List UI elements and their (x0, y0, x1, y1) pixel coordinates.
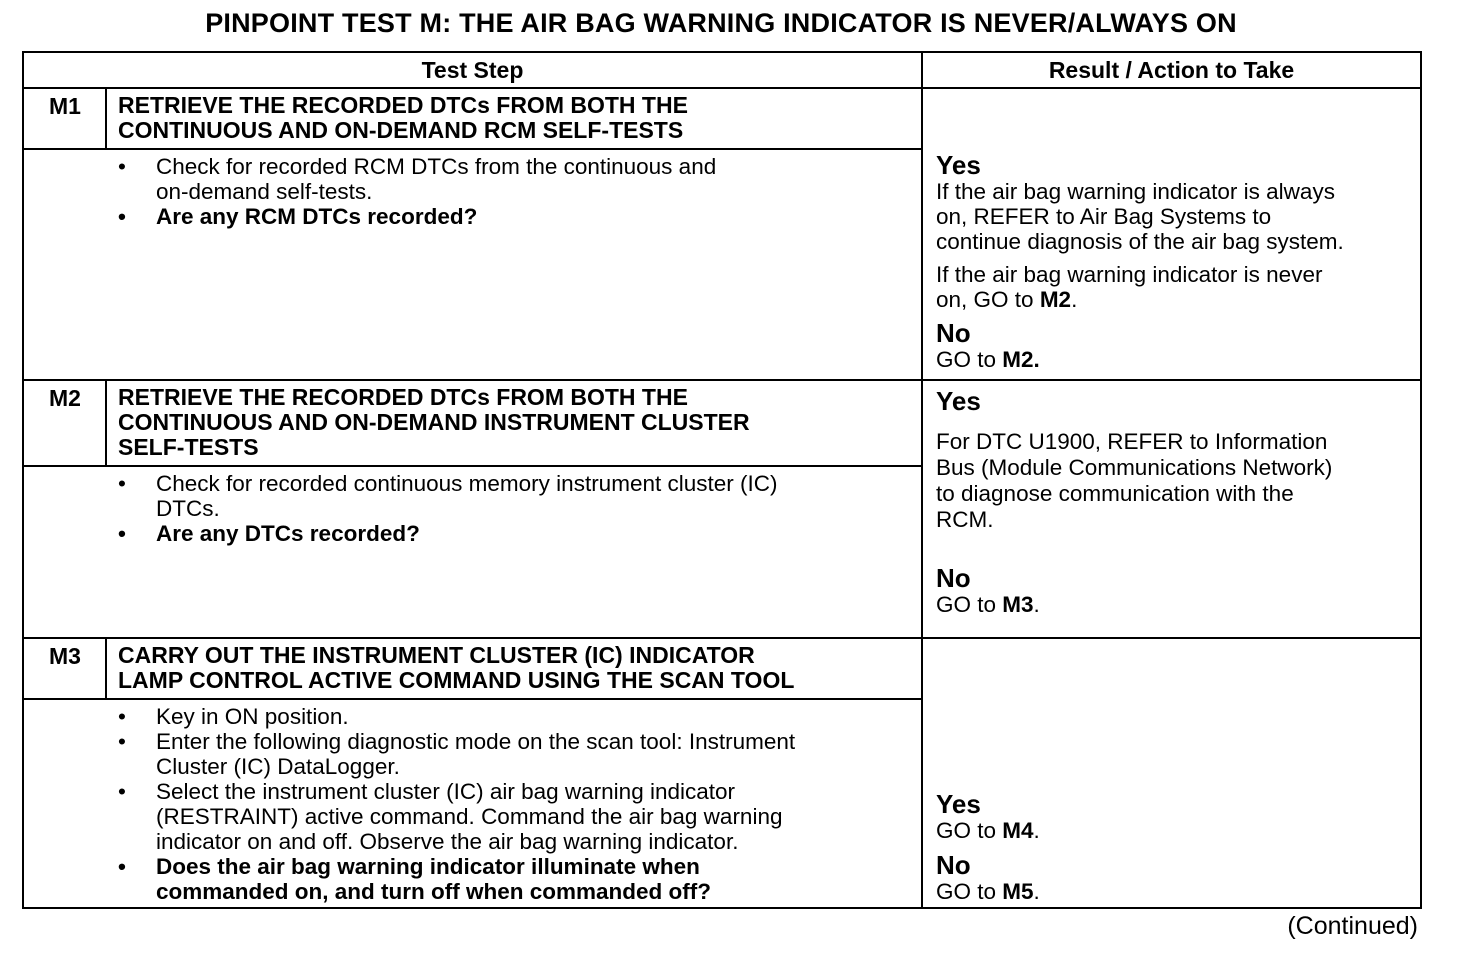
result-m3 (936, 791, 1411, 904)
result-line: Bus (Module Communications Network) (936, 455, 1333, 480)
action-line: on-demand self-tests. (156, 179, 373, 204)
step-title-line: RETRIEVE THE RECORDED DTCs FROM BOTH THE (118, 384, 688, 410)
column-divider (921, 53, 923, 909)
step-title-line: SELF-TESTS (118, 434, 259, 460)
result-text: . (1033, 818, 1040, 843)
continued-note: (Continued) (1287, 912, 1418, 940)
result-line (936, 818, 1411, 843)
step-id-m2: M2 (49, 385, 81, 411)
step-id-m3: M3 (49, 643, 81, 669)
action-item (116, 729, 916, 779)
no-label: No (936, 563, 971, 593)
action-item (116, 704, 916, 729)
action-line: Enter the following diagnostic mode on the scan tool: Instrument (156, 729, 796, 754)
step-actions-m1 (116, 154, 916, 229)
result-line (936, 287, 1411, 312)
action-line: Are any RCM DTCs recorded? (156, 204, 478, 229)
step-reference: M2. (1002, 347, 1040, 372)
step-title-divider (24, 698, 921, 700)
page-title: PINPOINT TEST M: THE AIR BAG WARNING INDICATOR IS NEVER/ALWAYS ON (205, 8, 1237, 38)
result-text: . (1033, 592, 1040, 617)
bullet-icon: • (118, 779, 126, 804)
step-title-m1 (118, 93, 908, 143)
pinpoint-test-table (22, 51, 1422, 909)
yes-paragraph (936, 262, 1411, 312)
yes-paragraph (936, 429, 1411, 533)
step-actions-m3 (116, 704, 916, 904)
result-line: If the air bag warning indicator is never (936, 262, 1323, 287)
result-line (936, 879, 1411, 904)
result-line (936, 592, 1411, 617)
step-id-m1: M1 (49, 93, 81, 119)
yes-label: Yes (936, 386, 981, 416)
action-line: DTCs. (156, 496, 220, 521)
result-line: RCM. (936, 507, 994, 532)
header-test-step: Test Step (421, 57, 524, 83)
row-divider (24, 637, 1420, 639)
result-text: . (1071, 287, 1078, 312)
result-text: GO to (936, 592, 1003, 617)
result-m1 (936, 152, 1411, 372)
result-line: on, REFER to Air Bag Systems to (936, 204, 1272, 229)
action-line: commanded on, and turn off when commanded off? (156, 879, 711, 904)
result-m2 (936, 388, 1411, 617)
step-title-divider (24, 465, 921, 467)
step-reference: M4 (1002, 818, 1034, 843)
result-line (936, 347, 1411, 372)
bullet-icon: • (118, 854, 126, 879)
no-label: No (936, 850, 971, 880)
no-label: No (936, 318, 971, 348)
header-result-action: Result / Action to Take (1048, 57, 1295, 83)
result-text: . (1033, 879, 1040, 904)
result-line: For DTC U1900, REFER to Information (936, 429, 1328, 454)
bullet-icon: • (118, 521, 126, 546)
action-line: Does the air bag warning indicator illuminate when (156, 854, 700, 879)
yes-label: Yes (936, 789, 981, 819)
yes-label: Yes (936, 150, 981, 180)
yes-paragraph (936, 179, 1411, 254)
action-line: (RESTRAINT) active command. Command the air bag warning (156, 804, 783, 829)
bullet-icon: • (118, 729, 126, 754)
step-title-m2 (118, 385, 908, 460)
bullet-icon: • (118, 154, 126, 179)
step-reference: M2 (1039, 287, 1072, 312)
step-title-m3 (118, 643, 908, 693)
action-line: Check for recorded RCM DTCs from the continuous and (156, 154, 717, 179)
action-item (116, 779, 916, 854)
action-item (116, 471, 916, 521)
action-item (116, 154, 916, 204)
row-divider (24, 379, 1420, 381)
result-line: continue diagnosis of the air bag system. (936, 229, 1344, 254)
step-actions-m2 (116, 471, 916, 546)
action-line: Select the instrument cluster (IC) air bag warning indicator (156, 779, 736, 804)
step-reference: M3 (1002, 592, 1034, 617)
action-line: Are any DTCs recorded? (156, 521, 420, 546)
action-question (116, 204, 916, 229)
bullet-icon: • (118, 704, 126, 729)
action-line: Check for recorded continuous memory instrument cluster (IC) (156, 471, 778, 496)
step-title-line: RETRIEVE THE RECORDED DTCs FROM BOTH THE (118, 92, 688, 118)
step-title-divider (24, 148, 921, 150)
result-text: GO to (936, 347, 1003, 372)
bullet-icon: • (118, 204, 126, 229)
result-line: to diagnose communication with the (936, 481, 1294, 506)
action-line: Cluster (IC) DataLogger. (156, 754, 400, 779)
action-question (116, 521, 916, 546)
action-line: indicator on and off. Observe the air bag warning indicator. (156, 829, 739, 854)
step-reference: M5 (1002, 879, 1034, 904)
result-line: If the air bag warning indicator is always (936, 179, 1335, 204)
action-line: Key in ON position. (156, 704, 349, 729)
step-title-line: CARRY OUT THE INSTRUMENT CLUSTER (IC) INDICATOR (118, 642, 755, 668)
result-text: on, GO to (936, 287, 1040, 312)
step-title-line: CONTINUOUS AND ON-DEMAND INSTRUMENT CLUSTER (118, 409, 750, 435)
step-title-line: CONTINUOUS AND ON-DEMAND RCM SELF-TESTS (118, 117, 684, 143)
bullet-icon: • (118, 471, 126, 496)
action-question (116, 854, 916, 904)
step-title-line: LAMP CONTROL ACTIVE COMMAND USING THE SCAN TOOL (118, 667, 795, 693)
result-text: GO to (936, 818, 1003, 843)
result-text: GO to (936, 879, 1003, 904)
